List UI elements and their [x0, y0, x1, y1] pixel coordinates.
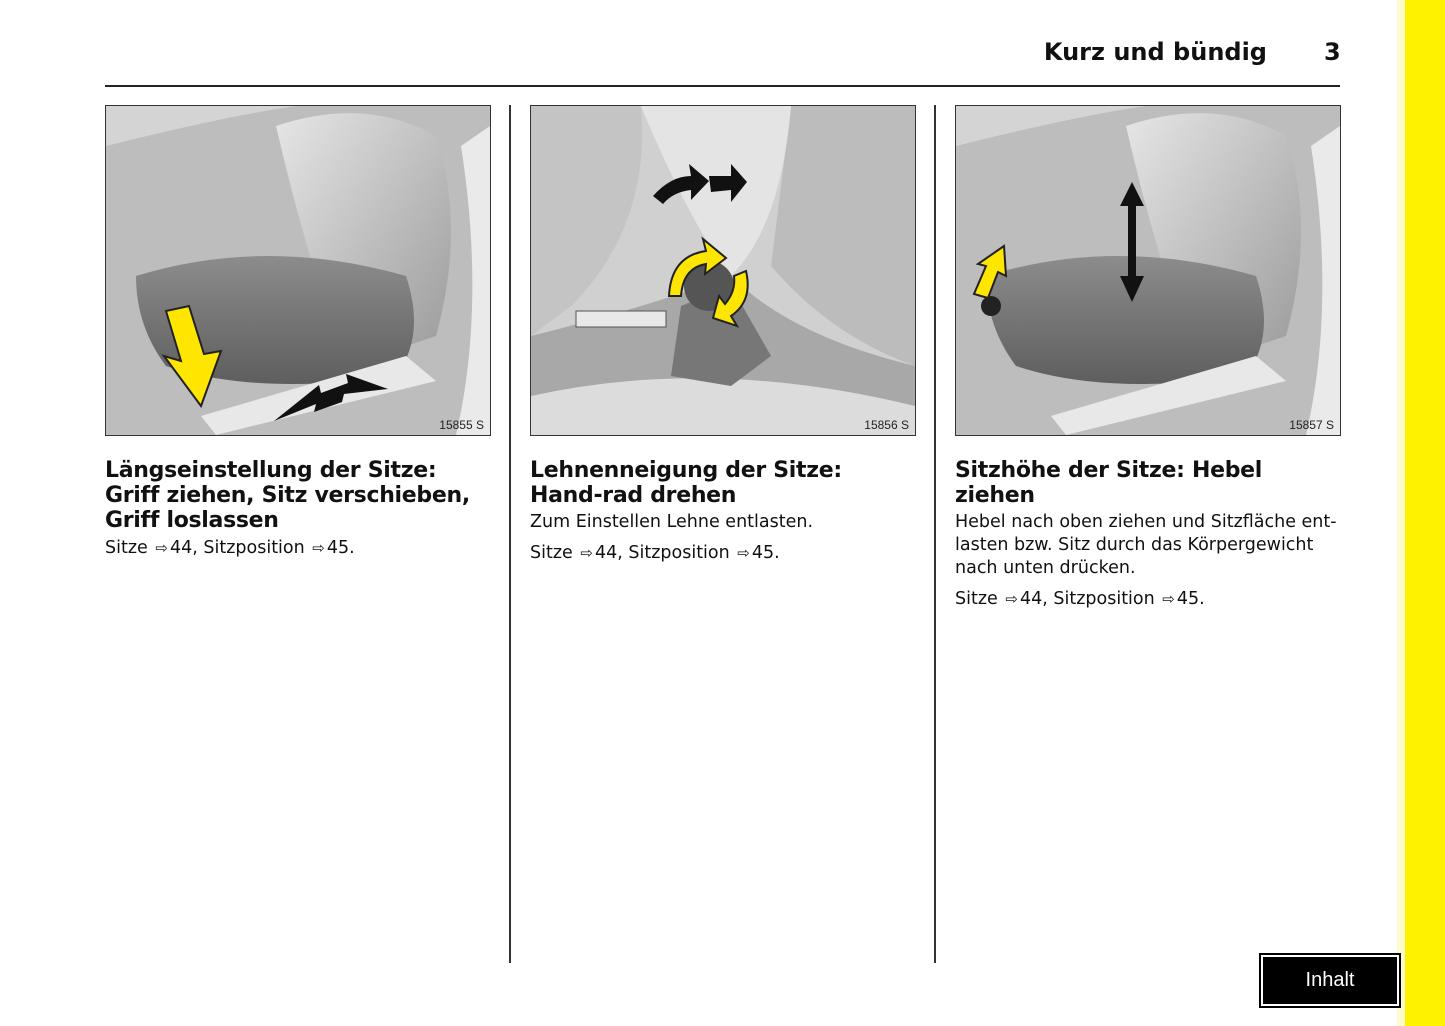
- page-number: 3: [1324, 38, 1341, 66]
- column-divider: [934, 105, 936, 963]
- ref-link-sitze[interactable]: 44: [594, 543, 618, 563]
- section-body: Zum Einstellen Lehne entlasten.: [530, 512, 814, 532]
- section-backrest-angle: [530, 105, 916, 565]
- ref-link-sitzposition[interactable]: 45.: [1176, 589, 1205, 609]
- figure-code: 15855 S: [439, 418, 484, 432]
- ref-link-sitzposition[interactable]: 45.: [751, 543, 780, 563]
- section-seat-height: [955, 105, 1341, 611]
- backrest-handwheel-illustration: [530, 105, 916, 436]
- section-seat-length: [105, 105, 491, 560]
- header-divider: [105, 85, 1340, 87]
- reference-arrow-icon: ⇨: [737, 544, 750, 562]
- ref-link-sitze[interactable]: 44: [169, 538, 193, 558]
- section-heading: Längseinstellung der Sitze: Griff ziehen, Sitz verschieben, Griff loslassen: [105, 458, 470, 533]
- reference-arrow-icon: ⇨: [580, 544, 593, 562]
- ref-link-sitzposition[interactable]: 45.: [326, 538, 355, 558]
- ref-link-sitze[interactable]: 44: [1019, 589, 1043, 609]
- seat-height-illustration: [955, 105, 1341, 436]
- figure-code: 15856 S: [864, 418, 909, 432]
- section-body: Hebel nach oben ziehen und Sitzfläche ent-lasten bzw. Sitz durch das Körpergewicht nach unten drücken.: [955, 512, 1337, 578]
- cross-reference: Sitze ⇨ 44, Sitzposition ⇨ 45.: [955, 589, 1205, 609]
- reference-arrow-icon: ⇨: [312, 539, 325, 557]
- section-heading: Lehnenneigung der Sitze: Hand-rad drehen: [530, 458, 842, 508]
- cross-reference: Sitze ⇨ 44, Sitzposition ⇨ 45.: [530, 543, 780, 563]
- inhalt-button[interactable]: Inhalt: [1261, 955, 1399, 1006]
- reference-arrow-icon: ⇨: [155, 539, 168, 557]
- page-title: Kurz und bündig: [1043, 38, 1267, 66]
- reference-arrow-icon: ⇨: [1005, 590, 1018, 608]
- cross-reference: Sitze ⇨ 44, Sitzposition ⇨ 45.: [105, 538, 355, 558]
- reference-arrow-icon: ⇨: [1162, 590, 1175, 608]
- figure-code: 15857 S: [1289, 418, 1334, 432]
- seat-length-illustration: [105, 105, 491, 436]
- column-divider: [509, 105, 511, 963]
- side-accent-bar: [1397, 0, 1445, 1026]
- section-heading: Sitzhöhe der Sitze: Hebel ziehen: [955, 458, 1263, 508]
